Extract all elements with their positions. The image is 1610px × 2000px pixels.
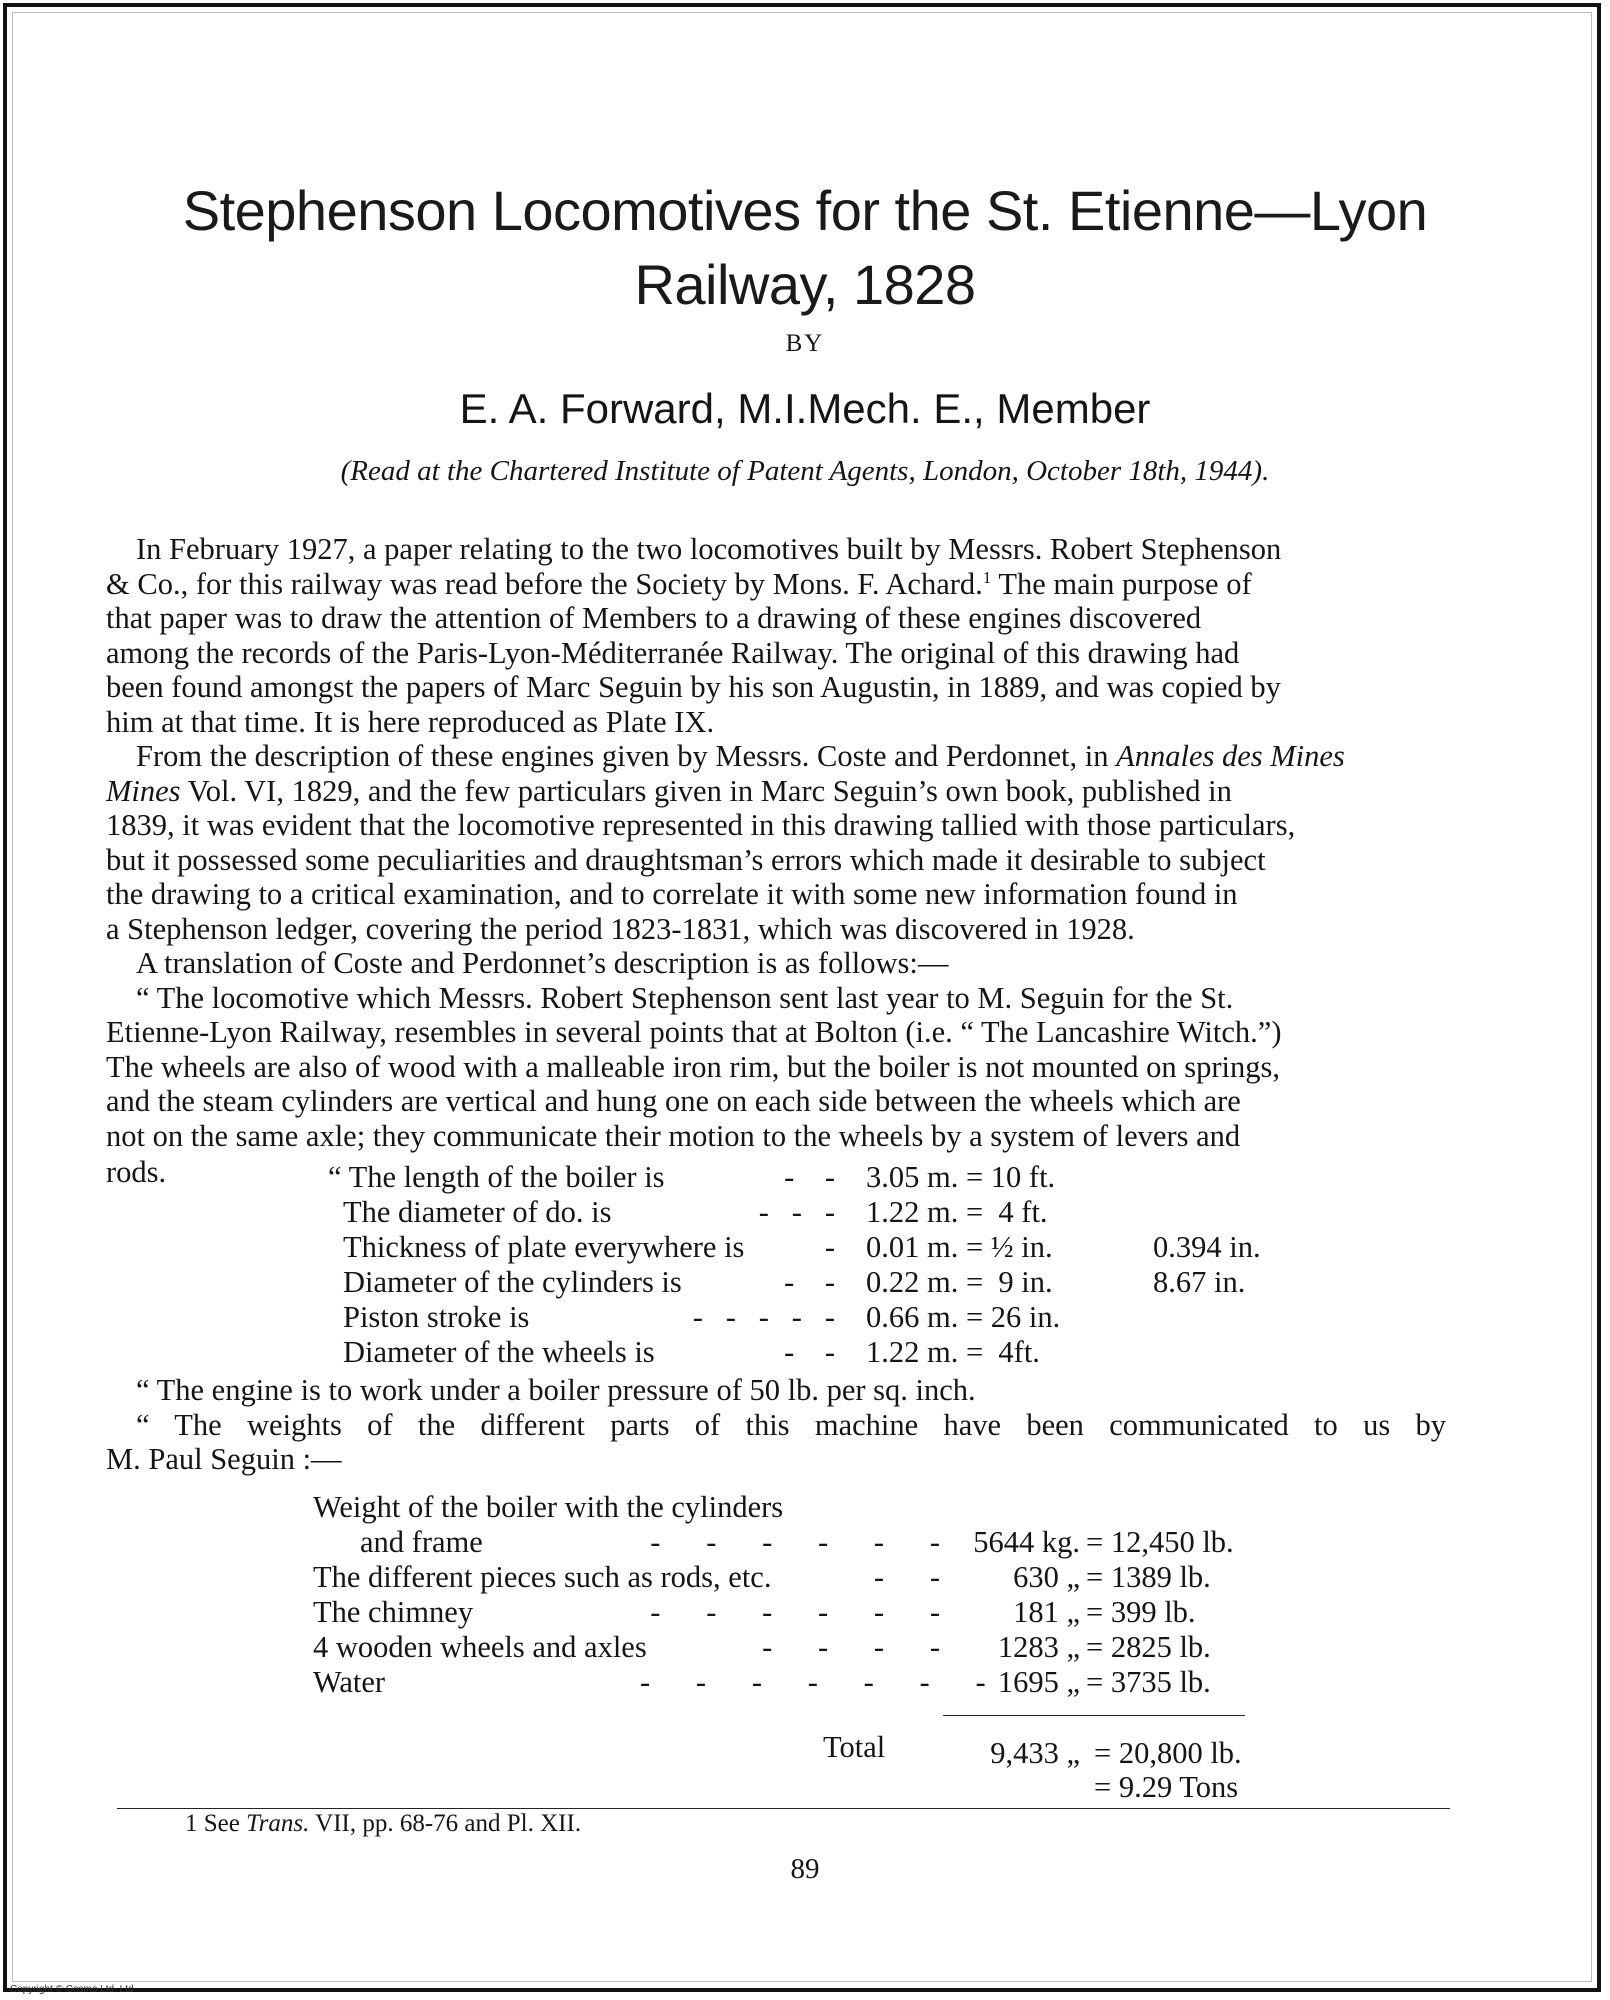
- weight-lb: = 1389 lb.: [1086, 1560, 1211, 1594]
- total-rule: [943, 1715, 1245, 1716]
- text-line: From the description of these engines given by Messrs. Coste and Perdonnet, in Annales des Mines: [136, 739, 1345, 773]
- text-line: Mines Vol. VI, 1829, and the few particulars given in Marc Seguin’s own book, published in: [106, 773, 1232, 808]
- weight-kg: 181 „: [1013, 1595, 1080, 1629]
- spec-leader-dashes: - - - - -: [692, 1300, 835, 1334]
- spec-label: “ The length of the boiler is: [328, 1160, 665, 1194]
- pressure-paragraph: [106, 1373, 1446, 1477]
- weight-leader-dashes: - - - -: [762, 1630, 940, 1664]
- text-line: “ The engine is to work under a boiler pressure of 50 lb. per sq. inch.: [136, 1373, 976, 1407]
- spec-label: Diameter of the cylinders is: [343, 1265, 682, 1299]
- text-line: him at that time. It is here reproduced as Plate IX.: [106, 704, 715, 739]
- weight-lb: = 399 lb.: [1086, 1595, 1196, 1629]
- intro-paragraph: [106, 532, 1446, 1153]
- spec-leader-dashes: - -: [784, 1335, 835, 1369]
- spec-label: Diameter of the wheels is: [343, 1335, 655, 1369]
- weight-kg: 5644 kg.: [973, 1525, 1080, 1559]
- weight-lb: = 12,450 lb.: [1086, 1525, 1234, 1559]
- weight-kg: 1695 „: [997, 1665, 1080, 1699]
- spec-imperial: 0.394 in.: [1153, 1230, 1261, 1264]
- rods-text: rods.: [106, 1155, 167, 1189]
- weight-leader-dashes: - -: [873, 1560, 940, 1594]
- text-line: but it possessed some peculiarities and draughtsman’s errors which made it desirable to subject: [106, 842, 1266, 877]
- text-line: In February 1927, a paper relating to the two locomotives built by Messrs. Robert Stephenson: [136, 532, 1282, 566]
- spec-metric: 3.05 m. = 10 ft.: [866, 1160, 1056, 1194]
- text-line: among the records of the Paris-Lyon-Méditerranée Railway. The original of this drawing had: [106, 635, 1240, 670]
- byline-label: BY: [785, 330, 825, 357]
- text-line: the drawing to a critical examination, and to correlate it with some new information found in: [106, 877, 1238, 911]
- article-title-line1: Stephenson Locomotives for the St. Etienne—Lyon: [182, 179, 1428, 242]
- spec-leader-dashes: - -: [784, 1265, 835, 1299]
- spec-metric: 1.22 m. = 4 ft.: [866, 1195, 1048, 1229]
- weight-label: The different pieces such as rods, etc.: [313, 1560, 772, 1594]
- spec-leader-dashes: -: [824, 1230, 835, 1264]
- text-line: M. Paul Seguin :—: [106, 1442, 342, 1476]
- quote-line: Etienne-Lyon Railway, resembles in several points that at Bolton (i.e. “ The Lancashire Witch.”): [106, 1015, 1282, 1049]
- footnote-rule: [117, 1808, 1450, 1809]
- total-lb: = 20,800 lb.: [1094, 1736, 1242, 1770]
- weight-label: Water: [313, 1665, 386, 1699]
- spec-label: Piston stroke is: [343, 1300, 530, 1334]
- author-name: E. A. Forward, M.I.Mech. E., Member: [459, 385, 1151, 432]
- copyright-watermark: Copyright © Cosmo Ltd. Ltd: [10, 1984, 134, 1995]
- text-line: “ The weights of the different parts of this machine have been communicated to us by: [136, 1407, 1446, 1442]
- text-line: a Stephenson ledger, covering the period 1823-1831, which was discovered in 1928.: [106, 911, 1135, 946]
- quote-line: “ The locomotive which Messrs. Robert Stephenson sent last year to M. Seguin for the St.: [136, 980, 1234, 1015]
- text-line: & Co., for this railway was read before the Society by Mons. F. Achard.$^1$ The main purpose of: [106, 566, 1252, 601]
- spec-metric: 0.66 m. = 26 in.: [866, 1300, 1061, 1334]
- quote-line: The wheels are also of wood with a malleable iron rim, but the boiler is not mounted on springs,: [106, 1049, 1280, 1084]
- text-line: 1839, it was evident that the locomotive represented in this drawing tallied with those particulars,: [106, 808, 1296, 842]
- weight-lb: = 3735 lb.: [1086, 1665, 1211, 1699]
- spec-label: Thickness of plate everywhere is: [343, 1230, 745, 1264]
- footnote: 1 See Trans. VII, pp. 68-76 and Pl. XII.: [185, 1810, 582, 1837]
- total-kg: 9,433 „: [990, 1736, 1080, 1770]
- text-line: been found amongst the papers of Marc Seguin by his son Augustin, in 1889, and was copied by: [106, 670, 1281, 704]
- weight-leader-dashes: - - - - - -: [650, 1595, 940, 1629]
- quote-line: not on the same axle; they communicate their motion to the wheels by a system of levers and: [106, 1118, 1241, 1153]
- page-number: 89: [790, 1853, 820, 1885]
- text-line: that paper was to draw the attention of Members to a drawing of these engines discovered: [106, 601, 1202, 635]
- weight-kg: 1283 „: [997, 1630, 1080, 1664]
- spec-metric: 1.22 m. = 4ft.: [866, 1335, 1040, 1369]
- total-tons: = 9.29 Tons: [1094, 1770, 1239, 1804]
- spec-label: The diameter of do. is: [343, 1195, 612, 1229]
- weight-label: 4 wooden wheels and axles: [313, 1630, 647, 1664]
- footnote-ref: 1: [982, 567, 992, 587]
- spec-leader-dashes: - - -: [758, 1195, 835, 1229]
- spec-imperial: 8.67 in.: [1153, 1265, 1246, 1299]
- spec-leader-dashes: - -: [784, 1160, 835, 1194]
- total-label: Total: [823, 1730, 886, 1764]
- weight-label: and frame: [360, 1525, 483, 1559]
- journal-title: Annales des Mines: [1116, 739, 1345, 773]
- weight-kg: 630 „: [1013, 1560, 1080, 1594]
- weight-head: Weight of the boiler with the cylinders: [313, 1490, 784, 1524]
- read-at-note: (Read at the Chartered Institute of Patent Agents, London, October 18th, 1944).: [340, 455, 1270, 487]
- weight-leader-dashes: - - - - - - -: [640, 1665, 986, 1699]
- article-title-line2: Railway, 1828: [634, 253, 976, 316]
- quote-line: and the steam cylinders are vertical and hung one on each side between the wheels which are: [106, 1084, 1241, 1118]
- text-line: A translation of Coste and Perdonnet’s description is as follows:—: [136, 946, 949, 980]
- spec-metric: 0.01 m. = ½ in.: [866, 1230, 1053, 1264]
- spec-metric: 0.22 m. = 9 in.: [866, 1265, 1053, 1299]
- weight-label: The chimney: [313, 1595, 474, 1629]
- weight-leader-dashes: - - - - - -: [650, 1525, 940, 1559]
- weight-lb: = 2825 lb.: [1086, 1630, 1211, 1664]
